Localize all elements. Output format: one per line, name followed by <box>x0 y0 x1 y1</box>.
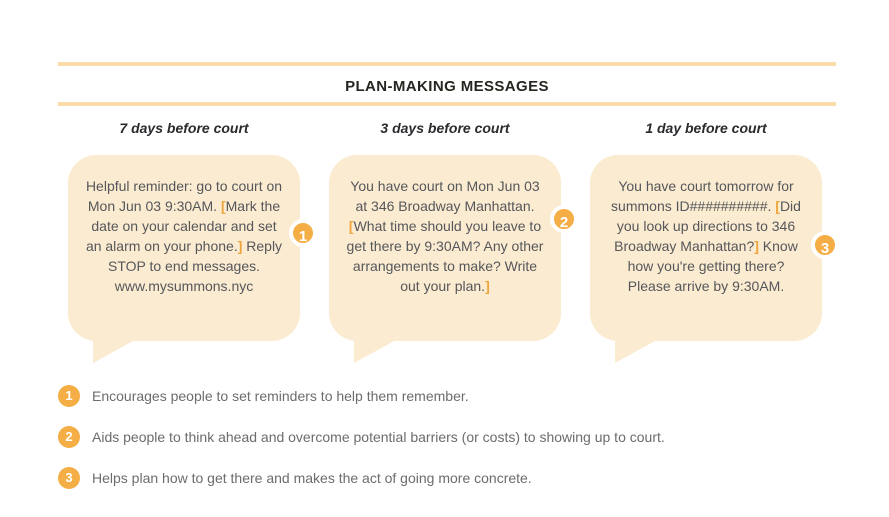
message-bubble-7-days <box>68 155 308 341</box>
bracket-open: [ <box>220 198 226 214</box>
message-text-post: Reply STOP to end messages. www.mysummons.nyc <box>107 238 283 294</box>
legend-text-1: Encourages people to set reminders to help them remember. <box>92 388 469 404</box>
message-text <box>347 178 544 294</box>
message-text <box>611 178 801 294</box>
legend-text-2: Aids people to think ahead and overcome potential barriers (or costs) to showing up to court. <box>92 429 665 445</box>
figure-title: PLAN-MAKING MESSAGES <box>345 78 549 95</box>
badge-2-icon: 2 <box>550 205 578 233</box>
bracket-close: ] <box>237 238 243 254</box>
message-text-bracketed: What time should you leave to get there by 9:30AM? Any other arrangements to make? Write out your plan. <box>346 218 544 294</box>
speech-bubble-tail <box>93 340 135 363</box>
column-header-3-days: 3 days before court <box>380 120 510 136</box>
message-text-post: Know how you're getting there? Please arrive by 9:30AM. <box>627 238 798 294</box>
legend-badge-1-icon: 1 <box>58 385 80 407</box>
message-bubbles-row <box>68 155 830 341</box>
badge-1-icon: 1 <box>289 219 317 247</box>
legend-text-3: Helps plan how to get there and makes the act of going more concrete. <box>92 470 532 486</box>
badge-3-icon: 3 <box>811 231 839 259</box>
bracket-open: [ <box>775 198 780 214</box>
column-header-7-days: 7 days before court <box>119 120 249 136</box>
legend-item-1 <box>58 385 848 407</box>
legend-item-3 <box>58 467 848 489</box>
message-text <box>86 178 282 294</box>
message-bubble-3-days <box>329 155 569 341</box>
column-header-1-day: 1 day before court <box>645 120 767 136</box>
message-text-bracketed: Did you look up directions to 346 Broadway Manhattan? <box>614 198 801 254</box>
bracket-close: ] <box>754 238 759 254</box>
message-text-pre: You have court tomorrow for summons ID##########. <box>611 178 794 214</box>
speech-bubble-tail <box>354 340 396 363</box>
title-divider-rule <box>58 102 836 106</box>
message-text-bracketed: Mark the date on your calendar and set an alarm on your phone. <box>85 198 281 254</box>
column-headers <box>68 120 822 136</box>
legend-item-2 <box>58 426 848 448</box>
message-text-pre: You have court on Mon Jun 03 at 346 Broadway Manhattan. <box>350 178 540 214</box>
bracket-close: ] <box>485 278 490 294</box>
speech-bubble-tail <box>615 340 657 363</box>
top-divider-rule <box>58 62 836 66</box>
message-bubble-1-day <box>590 155 830 341</box>
legend-badge-2-icon: 2 <box>58 426 80 448</box>
bracket-open: [ <box>348 218 354 234</box>
legend-badge-3-icon: 3 <box>58 467 80 489</box>
legend <box>58 385 848 508</box>
message-text-pre: Helpful reminder: go to court on Mon Jun 03 9:30AM. <box>85 178 283 214</box>
